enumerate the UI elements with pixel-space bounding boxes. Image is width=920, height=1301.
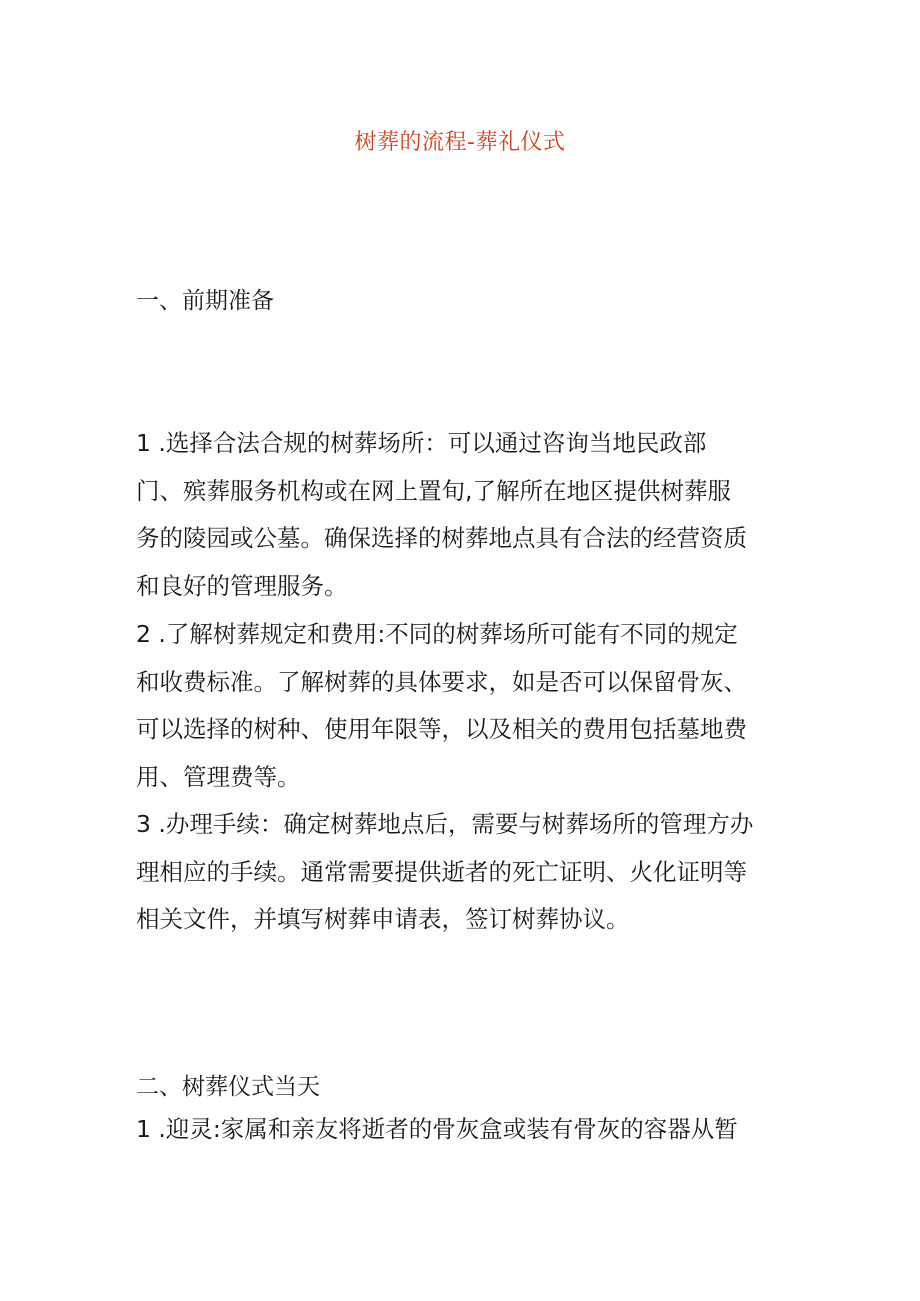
paragraph-select-site bbox=[136, 420, 786, 610]
paragraph-line: 务的陵园或公墓。确保选择的树葬地点具有合法的经营资质 bbox=[136, 524, 747, 552]
paragraph-procedures bbox=[136, 801, 786, 944]
paragraph-line: 3 .办理手续：确定树葬地点后，需要与树葬场所的管理方办 bbox=[136, 810, 754, 838]
paragraph-line: 相关文件，并填写树葬申请表，签订树葬协议。 bbox=[136, 905, 630, 933]
paragraph-line: 1 .迎灵:家属和亲友将逝者的骨灰盒或装有骨灰的容器从暂 bbox=[136, 1115, 738, 1143]
paragraph-line: 和收费标准。了解树葬的具体要求，如是否可以保留骨灰、 bbox=[136, 667, 747, 696]
paragraph-line: 理相应的手续。通常需要提供逝者的死亡证明、火化证明等 bbox=[136, 857, 747, 886]
section-heading-preparation: 一、前期准备 bbox=[136, 288, 274, 314]
paragraph-line: 可以选择的树种、使用年限等，以及相关的费用包括墓地费 bbox=[136, 715, 747, 743]
document-title: 树葬的流程-葬礼仪式 bbox=[354, 130, 566, 155]
paragraph-rules-fees bbox=[136, 611, 786, 801]
paragraph-line: 1 .选择合法合规的树葬场所：可以通过咨询当地民政部 bbox=[136, 429, 707, 457]
paragraph-line: 用、管理费等。 bbox=[136, 762, 301, 791]
paragraph-line: 门、殡葬服务机构或在网上置旬,了解所在地区提供树葬服 bbox=[136, 476, 731, 505]
paragraph-receive-remains bbox=[136, 1106, 786, 1154]
paragraph-line: 2 .了解树葬规定和费用:不同的树葬场所可能有不同的规定 bbox=[136, 620, 738, 648]
section-heading-ceremony-day: 二、树葬仪式当天 bbox=[136, 1074, 320, 1100]
paragraph-line: 和良好的管理服务。 bbox=[136, 571, 348, 600]
